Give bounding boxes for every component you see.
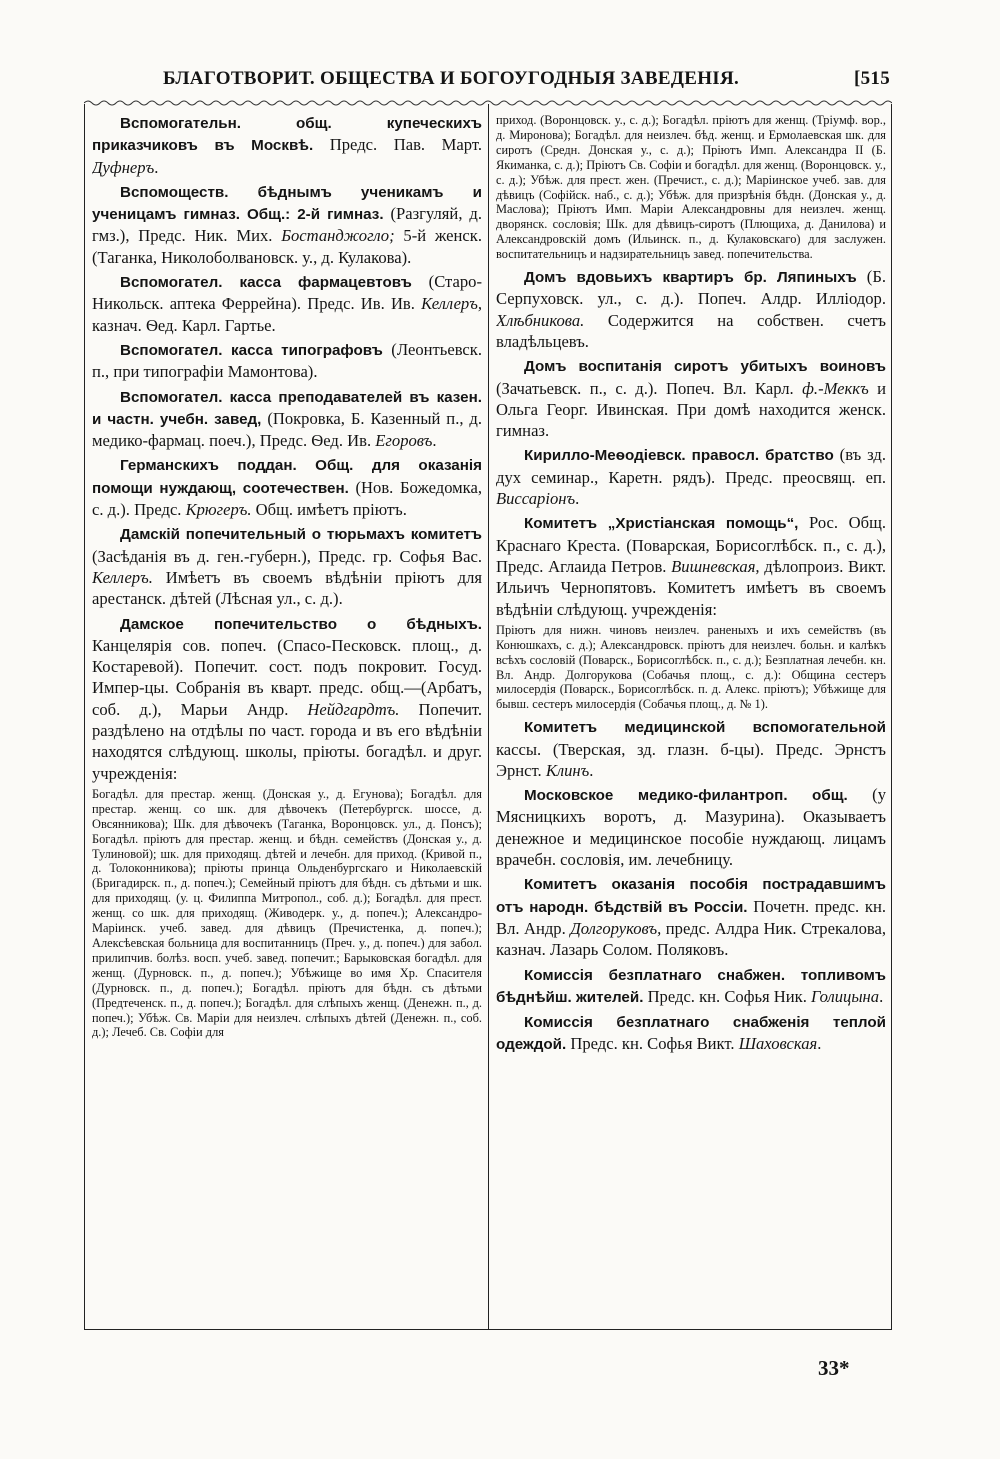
entry-name: Вспомогател. касса типографовъ xyxy=(120,341,383,359)
society-entry xyxy=(92,271,482,336)
entry-name: Кирилло-Меѳодіевск. правосл. братство xyxy=(524,447,834,465)
entry-text: (въ зд. дух семинар., Каретн. рядъ). Предс. преосвящ. еп. xyxy=(496,445,886,487)
entry-name: Комитетъ „Христіанская помощь“, xyxy=(524,515,799,533)
person-name: Егоровъ xyxy=(375,431,433,451)
entry-name: Домъ воспитанія сиротъ убитыхъ воиновъ xyxy=(524,358,886,376)
entry-text: Рос. Общ. Краснаго Креста. (Поварская, Борисоглѣбск. п., с. д.), Предс. Аглаида Петров. xyxy=(496,513,886,576)
society-entry xyxy=(496,444,886,509)
society-entry xyxy=(496,873,886,960)
person-name: Дуфнеръ xyxy=(92,157,155,177)
entry-name: Московское медико-филантроп. общ. xyxy=(524,787,848,805)
entry-text: (Старо-Никольск. аптека Феррейна). Предс. Ив. Ив. xyxy=(92,272,482,314)
entry-text: Общ. имѣетъ пріютъ. xyxy=(251,500,407,520)
person-name: Хлѣбникова. xyxy=(496,310,585,330)
person-name: Долгоруковъ, xyxy=(570,918,662,938)
society-entry xyxy=(92,454,482,520)
society-entry xyxy=(496,1011,886,1056)
entry-text: Почетн. предс. кн. Вл. Андр. xyxy=(496,896,886,938)
society-entry xyxy=(92,523,482,609)
society-entry xyxy=(92,339,482,383)
person-name: Келлеръ. xyxy=(92,567,153,587)
entry-text: (у Мясницкихъ воротъ, д. Мазурина). Оказываетъ денежное и медицинское пособіе нуждающ. лицамъ врачебн. сословія, им. лечебницу. xyxy=(496,785,886,870)
entry-text: . xyxy=(817,1034,822,1054)
entry-text: Предс. кн. Софья Викт. xyxy=(566,1034,739,1054)
person-name: Шаховская xyxy=(738,1034,818,1054)
entry-text: . xyxy=(432,431,437,451)
person-name: Виссаріонъ xyxy=(496,489,576,509)
entry-text: . xyxy=(575,489,580,509)
entry-text: Попечит. раздѣлено на отдѣлы по част. города и въ его вѣдѣніи находятся слѣдующ. школы, пріюты. богадѣл. и друг. учрежденія: xyxy=(92,699,482,783)
entry-text: Канцелярія сов. попеч. (Спасо-Песковск. площ., д. Костаревой). Попечит. сост. подъ покровит. Госуд. Импер-цы. Собранія въ кварт. предс. общ.—(Арбатъ, соб. д.), Марьи Андр. xyxy=(92,635,482,719)
person-name: Бостанджогло; xyxy=(281,226,395,246)
entry-text: . xyxy=(589,760,594,780)
entry-text: . xyxy=(154,157,159,177)
entry-name: Германскихъ поддан. Общ. для оказанія помощи нуждающ, соотечествен. xyxy=(92,457,482,497)
entry-text: Имѣетъ въ своемъ вѣдѣніи пріютъ для арестанск. дѣтей (Лѣсная ул., с. д.). xyxy=(92,567,482,609)
signature-mark: 33* xyxy=(818,1356,850,1380)
entry-name: Дамское попечительство о бѣдныхъ. xyxy=(120,615,482,633)
institution-list xyxy=(92,787,482,1040)
entry-text: (Разгуляй, д. гмз.), Предс. Ник. Мих. xyxy=(92,204,482,246)
institution-list xyxy=(496,623,886,712)
entry-text: (Покровка, Б. Казенный п., д. медико-фармац. поеч.), Предс. Ѳед. Ив. xyxy=(92,408,482,451)
entry-text: дѣлопроиз. Викт. Ильичъ Чернопятовъ. Комитетъ имѣетъ въ своемъ вѣдѣніи слѣдующ. учрежденія: xyxy=(496,556,886,619)
page-number: [515 xyxy=(853,68,890,89)
entry-text: Содержится на собствен. счетъ владѣльцевъ. xyxy=(496,310,886,351)
society-entry xyxy=(496,266,886,352)
entry-text: и Ольга Георг. Ивинская. При домѣ находится женск. гимназ. xyxy=(496,378,886,441)
society-entry xyxy=(92,613,482,784)
entry-text: приход. (Воронцовск. у., с. д.); Богадѣл. пріютъ для женщ. (Тріумф. вор., д. Миронова); Богадѣл. для неизлеч. бѣд. женщ. и Ермолаевская шк. для сиротъ (Средн. Донская у., с. д.); Пріютъ Имп. Александра II (Б. Якиманка, с. д.); Пріютъ Св. Софіи и богадѣл. для женщ. (Воронцовск. у., с. д.); Убѣж. для прест. жен. (Пречист., с. д.); Маріинское учеб. зав. для дѣвицъ (Софійск. наб., с. д.); Убѣж. для призрѣнія бѣдн. (Донская у., д. Маслова); Пріютъ Имп. Маріи Александровны для неизлеч. женщ. дворянск. сословія; Шк. для дѣвицъ-сиротъ (Плющиха, д. Данилова) и Александровскій домъ (Ильинск. п., д. Кулаковскаго) для заслужен. воспитательницъ и надзирательницъ завед. попечительства. xyxy=(496,113,886,262)
entry-name: Комитетъ оказанія пособія пострадавшимъ отъ народн. бѣдствій въ Россіи. xyxy=(496,876,886,916)
header-title: БЛАГОТВОРИТ. ОБЩЕСТВА И БОГОУГОДНЫЯ ЗАВЕДЕНІЯ. xyxy=(162,68,740,89)
column-divider xyxy=(488,104,489,1330)
entry-name: Вспомогател. касса преподавателей въ казен. и частн. учебн. завед, xyxy=(92,388,482,428)
person-name: Нейдгардтъ. xyxy=(307,699,400,719)
society-entry xyxy=(496,355,886,441)
entry-name: Дамскій попечительный о тюрьмахъ комитетъ xyxy=(120,526,482,544)
entry-text: предс. Алдра Ник. Стрекалова, казнач. Лазарь Солом. Поляковъ. xyxy=(496,918,886,960)
entry-text: (Засѣданія въ д. ген.-губерн.), Предс. гр. Софья Вас. xyxy=(92,546,482,566)
entry-text: Пріютъ для нижн. чиновъ неизлеч. раненыхъ и ихъ семействъ (въ Конюшкахъ, с. д.); Александровск. пріютъ для неизлеч. больн. и калѣкъ всѣхъ сословій (Поварск., Борисоглѣбск. п., с. д.); Безплатная лечебн. кн. Вл. Андр. Долгорукова (Собачья площ., с. д.): Община сестеръ милосердія (Поварск., Борисоглѣбск. п. д. Алекс. пріютъ); Убѣжище для бывш. сестеръ милосердія (Собачья площ., д. № 1). xyxy=(496,622,886,712)
entry-name: Вспомоществ. бѣднымъ ученикамъ и ученицамъ гимназ. Общ.: 2-й гимназ. xyxy=(92,183,482,224)
entry-name: Комиссія безплатнаго снабженія теплой одеждой. xyxy=(496,1014,886,1054)
entry-text: (Б. Серпуховск. ул., с. д.). Попеч. Алдр. Илліодор. xyxy=(496,267,886,309)
entry-text: Богадѣл. для престар. женщ. (Донская у., д. Егунова); Богадѣл. для престар. женщ. со шк. для дѣвочекъ (Петербургск. шоссе, д. Овсянникова); Шк. для дѣвочекъ (Таганка, Воронцовск. ул., д. Понсъ); Богадѣл. пріютъ для престар. женщ. и бѣдн. семействъ (Донская у., д. Тулиновой); шк. для приходящ. дѣтей и лечебн. для приход. (Кривой п., д. Толоконникова); пріюты принца Ольденбургскаго и Николаевскій (Бригадирск. п., д. попеч.); Семейный пріютъ для бѣдн. съ дѣтьми и шк. для приходящ. (у. ц. Филиппа Митропол., соб. д.); Богадѣл. для прест. женщ. со шк. для приходящ. (Живодерк. у., д. попеч.); Александро-Маріинск. учеб. завед. для дѣвицъ (Пречистенка, д. попеч.); Алексѣевская больница для воспитанницъ (Преч. у., д. попеч.) для забол. прилипчив. болѣз. восп. учеб. завед. попечит.; Барыковская богадѣл. для женщ. (Дурновск. п., д. попеч.); Убѣжище во имя Хр. Спасителя (Дурновск. п., д. попеч.); Богадѣл. пріютъ для бѣдн. съ дѣтьми (Предтеченск. п., д. попеч.); Богадѣл. для слѣпыхъ женщ. (Денежн. п., д. попеч.); Убѣж. Св. Маріи для неизлеч. слѣпыхъ дѣтей (Денежн. п., соб. д.); Лечеб. Св. Софіи для xyxy=(92,786,482,1040)
person-name: ф.-Меккъ xyxy=(802,378,869,398)
right-column xyxy=(496,112,886,1326)
entry-text: (Зачатьевск. п., с. д.). Попеч. Вл. Карл. xyxy=(496,378,803,398)
entry-text: казнач. Ѳед. Карл. Гартье. xyxy=(92,315,276,335)
entry-text: Предс. кн. Софья Ник. xyxy=(643,986,812,1006)
society-entry xyxy=(92,181,482,268)
left-column xyxy=(92,112,482,1326)
institution-list xyxy=(496,113,886,262)
running-header xyxy=(82,68,890,90)
entry-text: (Леонтьевск. п., при типографіи Мамонтова). xyxy=(92,339,482,382)
entry-text: . xyxy=(879,986,884,1006)
society-entry xyxy=(496,784,886,870)
person-name: Клинъ xyxy=(545,760,590,780)
society-entry xyxy=(92,112,482,178)
entry-text: (Нов. Божедомка, с. д.). Предс. xyxy=(92,477,482,520)
society-entry xyxy=(496,964,886,1009)
society-entry xyxy=(496,512,886,619)
society-entry xyxy=(92,386,482,452)
entry-name: Вспомогательн. общ. купеческихъ приказчиковъ въ Москвѣ. xyxy=(92,115,482,155)
entry-name: Вспомогател. касса фармацевтовъ xyxy=(120,274,412,292)
entry-text: Предс. Пав. Март. xyxy=(313,135,482,155)
society-entry xyxy=(496,716,886,781)
entry-name: Комиссія безплатнаго снабжен. топливомъ бѣднѣйш. жителей. xyxy=(496,966,886,1006)
entry-name: Комитетъ медицинской вспомогательной xyxy=(524,719,886,737)
person-name: Крюгеръ. xyxy=(185,500,252,520)
entry-text: кассы. (Тверская, зд. глазн. б-цы). Предс. Эрнстъ Эрнст. xyxy=(496,739,886,780)
entry-name: Домъ вдовьихъ квартиръ бр. Ляпиныхъ xyxy=(524,269,857,287)
person-name: Келлеръ, xyxy=(421,294,482,314)
entry-text: 5-й женск. (Таганка, Николоболвановск. у., д. Кулакова). xyxy=(92,226,482,267)
person-name: Вишневская, xyxy=(671,556,760,576)
person-name: Голицына xyxy=(811,986,880,1006)
